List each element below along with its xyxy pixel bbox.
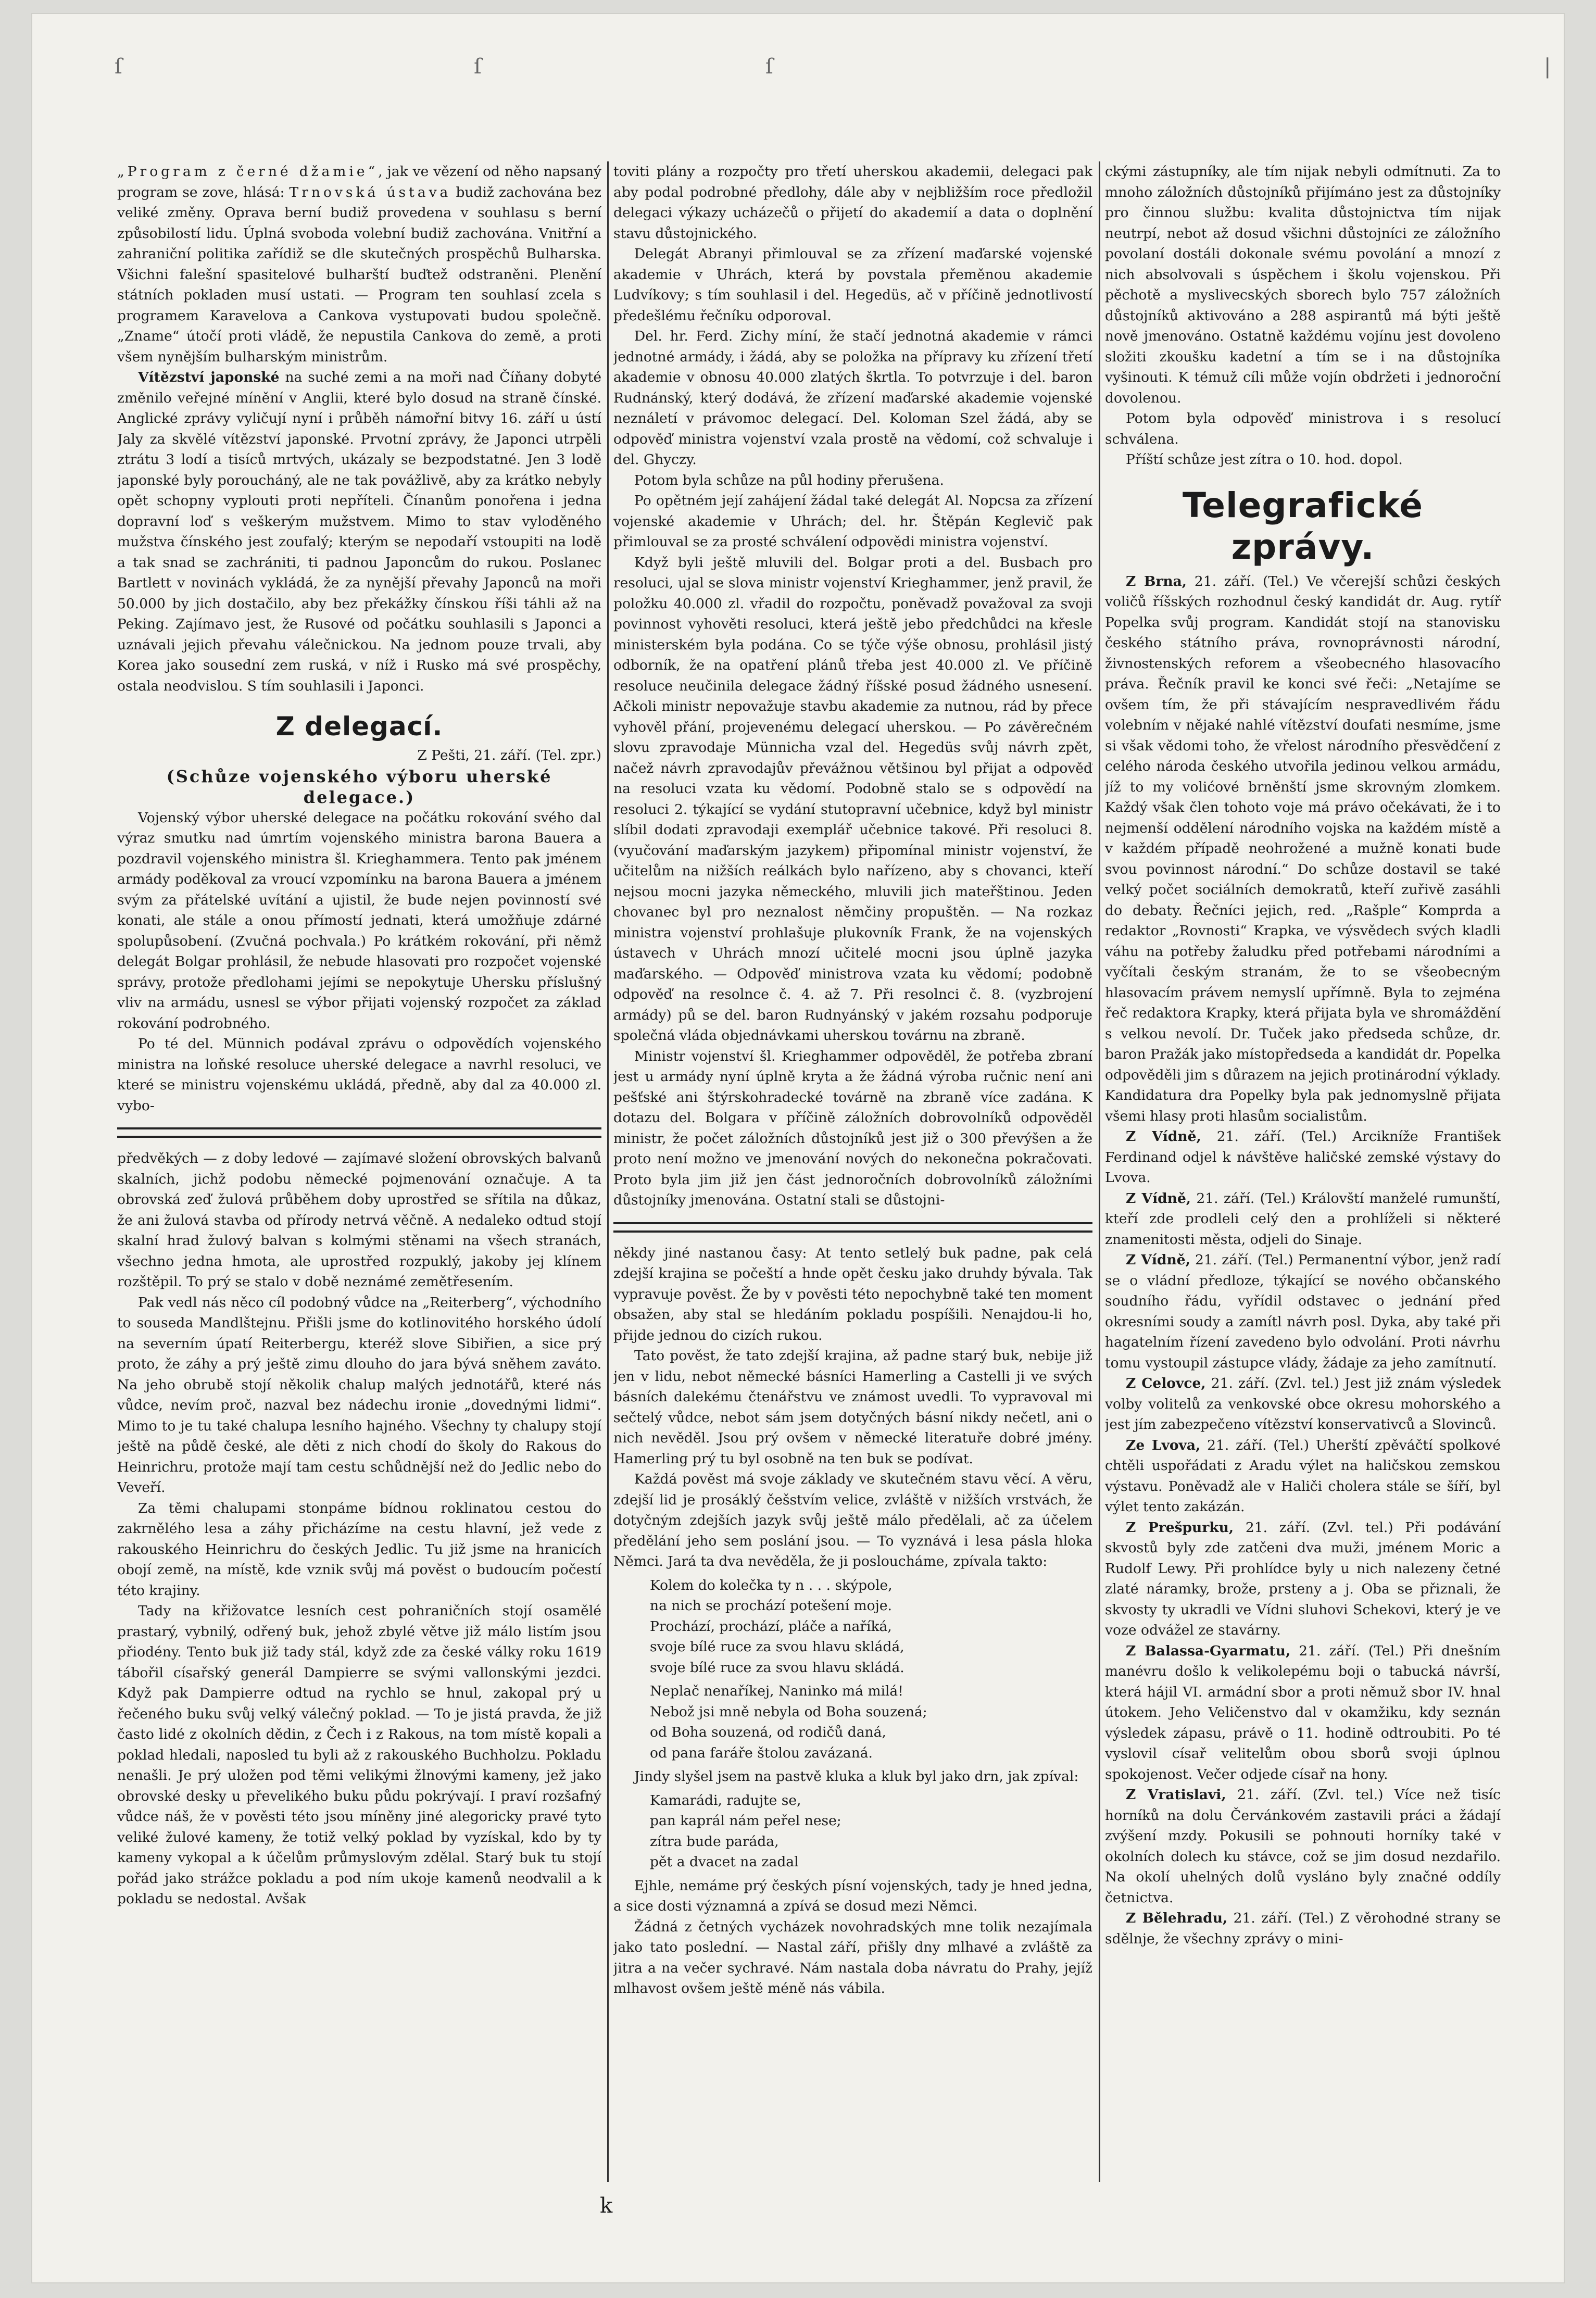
feuilleton-divider	[117, 1127, 601, 1138]
feuilleton-paragraph: Tato pověst, že tato zdejší krajina, až padne starý buk, nebije již jen v lidu, nebot německé básníci Hamerling a Castelli ji ve svých básních dalekému čtenářstvu ve známost uvedli. To vypravoval mi sečtelý vůdce, nebot sám jsem dotyčných básní nikdy nečetl, ani o nich nevěděl. Jsou prý ovšem v německé literatuře dobré jmény. Hamerling prý tu byl osobně na ten buk se podívat.	[613, 1348, 1092, 1467]
paragraph: Delegát Abranyi přimlouval se za zřízení maďarské vojenské akademie v Uhrách, která by povstala přeměnou akademie Ludvíkovy; s tím souhlasil i del. Hegedüs, ač v příčině jednotlivostí předešlému řečníku odporoval.	[613, 246, 1092, 324]
article-bulgarian-program: „Program z černé džamie“, jak ve vězení od něho napsaný program se zove, hlásá: Trnovská ústava budiž zachována bez veliké změny. Oprava berní budiž provedena v souhlasu s berní způsobilostí lidu. Úplná svoboda volební budiž zachována. Vnitřní a zahraniční politika zařídiž se dle skutečných prospěchů Bulharska. Všichni falešní spasitelové bulharští buďtež odstraněni. Plenění státních pokladen musí ustati. — Program ten souhlasí zcela s programem Karavelova a Cankova vystupovati budou společně. „Zname“ útočí proti vládě, že nepustila Cankova do země, a proti všem nynějším bulharským ministrům.	[117, 164, 601, 365]
subheadline: (Schůze vojenského výboru uherské delegace.)	[166, 766, 552, 807]
feuilleton-paragraph: Ejhle, nemáme prý českých písní vojenských, tady je hned jedna, a sice dosti významná a zpívá se dosud mezi Němci.	[613, 1877, 1092, 1914]
telegram-lvov: Ze Lvova, 21. září. (Tel.) Uherští zpěváčtí spolkové chtěli uspořádati z Aradu výlet na haličskou zemskou výstavu. Poněvadž ale v Haliči cholera stále se šíří, byl výlet tento zakázán.	[1105, 1437, 1501, 1515]
article-japanese-victory: Vítězství japonské na suché zemi a na moři nad Číňany dobyté změnilo veřejné mínění v Anglii, které bylo dosud na straně čínské. Anglické zprávy vyličují nyní i průběh námořní bitvy 16. září u ústí Jaly za skvělé vítězství japonské. Prvotní zprávy, že Japonci utrpěli ztrátu 3 lodí a tisíců mrtvých, ukázaly se bezpodstatné. Jen 3 lodě japonské byly poroucháný, ale ne tak povážlivě, aby za krátko nebyly opět schopny vyplouti proti nepříteli. Čínanům ponořena i jedna dopravní loď s veškerým mužstvem. Mimo to stav vyloděného mužstva čínského jest zoufalý; kterým se nepodaří vstoupiti na lodě a tak snad se zachrániti, ti padnou Japoncům do rukou. Poslanec Bartlett v novinách vykládá, že za nynější převahy Japonců na moři 50.000 by jich dostačilo, aby bez překážky čínskou říši táhli až na Peking. Zajímavo jest, že Rusové od počátku souhlasili s Japonci a uznávali jejich převahu válečnickou. Na jednom pouze trvali, aby Korea jako sousední zem ruská, v níž i Rusko má své prospěchy, ostala neodvislou. S tím souhlasili i Japonci.	[117, 369, 601, 694]
telegram-vratislav: Z Vratislavi, 21. září. (Zvl. tel.) Více než tisíc horníků na dolu Červánkovém zastavili práci a žádají zvýšení mzdy. Pokusili se pohnouti horníky také v okolních dolech ku stávce, což se jim dosud nezdařilo. Na okolí uhelných dolů vysláno byly značné oddíly četnictva.	[1105, 1787, 1501, 1906]
feuilleton-paragraph: Za těmi chalupami stonpáme bídnou roklinatou cestou do zakrnělého lesa a záhy přicházíme na cestu hlavní, jež vede z rakouského Heinrichru do českých Jedlic. Tu již jsme na hranicích obojí země, na místě, kde vznik svůj má pověst o budoucím počestí této krajiny.	[117, 1500, 601, 1599]
paragraph: Potom byla schůze na půl hodiny přerušena.	[634, 472, 944, 488]
feuilleton-paragraph: Jindy slyšel jsem na pastvě kluka a kluk byl jako drn, jak zpíval:	[634, 1768, 1079, 1785]
folk-song: Neplač nenaříkej, Naninko má milá! Nebož jsi mně nebyla od Boha souzená; od Boha souzená, od rodičů daná, od pana faráře štolou zavázaná.	[650, 1683, 927, 1761]
newspaper-page	[31, 13, 1565, 2283]
column-1	[117, 161, 601, 2182]
bottom-mark: k	[600, 2194, 613, 2218]
paragraph: Po opětném její zahájení žádal také delegát Al. Nopcsa za zřízení vojenské akademie v Uhrách; del. hr. Štěpán Keglevič pak přimlouval se za prosté schválení odpovědi ministra vojenství.	[613, 493, 1092, 550]
margin-mark: ſ	[765, 55, 773, 79]
telegram-belehrad: Z Bělehradu, 21. září. (Tel.) Z věrohodné strany se sdělnje, že všechny zprávy o mini-	[1105, 1910, 1501, 1947]
paragraph: Příští schůze jest zítra o 10. hod. dopol.	[1126, 451, 1403, 468]
telegram-celovec: Z Celovce, 21. září. (Zvl. tel.) Jest již znám výsledek volby volitelů za venkovské obce okresu mohorského a jest jím zabezpečeno vítězství konservativců a Slovinců.	[1105, 1375, 1501, 1433]
telegram-viden: Z Vídně, 21. září. (Tel.) Arcikníže František Ferdinand odjel k návštěve haličské zemské výstavy do Lvova.	[1105, 1128, 1501, 1186]
feuilleton-paragraph: Pak vedl nás něco cíl podobný vůdce na „Reiterberg“, východního to souseda Mandlštejnu. Přišli jsme do kotlinovitého horského údolí na severním úpatí Reiterbergu, kteréž slove Sibiřien, a sice prý proto, že záhy a prý ještě zimu dlouho do jara bývá sněhem zaváto. Na jeho obrubě stojí několik chalup malých jednotářů, které nás vůdce, nevím proč, nazval bez nádechu ironie „dovednými lidmi“. Mimo to je tu také chalupa lesního hajného. Všechny ty chalupy stojí ještě na půdě české, ale děti z nich chodí do školy do Rakous do Heinrichru, protože mají tam cestu schůdnější než do Jedlic nebo do Veveří.	[117, 1294, 601, 1496]
telegram-viden: Z Vídně, 21. září. (Tel.) Královští manželé rumunští, kteří zde prodleli celý den a prohlíželi si některé znamenitosti města, odjeli do Sinaje.	[1105, 1190, 1501, 1248]
section-title-telegrafy: Telegrafické zprávy.	[1182, 485, 1424, 567]
column-3	[1105, 161, 1501, 2192]
feuilleton-paragraph: Každá pověst má svoje základy ve skutečném stavu věcí. A věru, zdejší lid je prosáklý češstvím velice, zvláště v nižších vrstvách, že dotyčným zdejších jazyk svůj ještě málo předělali, ač za účelem předělání jeho sem poslání jsou. — To vyznává i lesa pásla hloka Němci. Jará ta dva nevěděla, že ji posloucháme, zpívala takto:	[613, 1471, 1092, 1569]
paragraph: ckými zástupníky, ale tím nijak nebyli odmítnuti. Za to mnoho záložních důstojníků přijímáno jest za důstojníky pro činnou službu: kvalita důstojnictva tím nijak neutrpí, nebot až dosud všichni důstojníci ze záložního povolaní dostáli dokonale svému povolání a mnozí z nich absolvovali s úspěchem i školu vojenskou. Při pěchotě a myslivecských sborech bylo 757 záložních důstojníků aktivováno a 288 aspirantů má býti ještě nově jmenováno. Ostatně každému vojínu jest dovoleno složiti zkoušku kadetní a tím se i na důstojníka vyšinouti. K témuž cíli může vojín obdržeti i jednoroční dovolenou.	[1105, 164, 1501, 406]
column-2	[613, 161, 1092, 2192]
paragraph: Když byli ještě mluvili del. Bolgar proti a del. Busbach pro resoluci, ujal se slova ministr vojenství Krieghammer, jenž pravil, že položku 40.000 zl. vřadil do rozpočtu, poněvadž považoval za svoji povinnost vyhověti resoluci, která ještě jebo předchůdci na křesle ministerském byla podána. Co se týče výše obnosu, prohlásil jistý odborník, že na opatření plánů třeba jest 40.000 zl. Ve příčině resoluce neučinila delegace žádný říšské posud žádného usnesení. Ačkoli ministr nepovažuje stavbu akademie za nutnou, rád by přece vyhověl přání, projevenému delegací uherskou. — Po závěrečném slovu zpravodaje Münnicha vzal del. Hegedüs svůj návrh zpět, načež návrh zpravodajův převážnou většinou byl přijat a odpověď na resoluci vzata ku vědomí. Podobně stalo se s odpovědí na resoluci 2. týkající se vydání stutopravní učebnice, když byl ministr slíbil dodati zpravodaji exemplář učebnice takové. Při resoluci 8. (vyučování maďarským jazykem) připomínal ministr vojenství, že učitelům na nižších reálkách bylo nařízeno, aby s chovanci, kteří nejsou mocni jazyka německého, mluvili jich mateřštinou. Jeden chovanec byl pro neznalost němčiny propuštěn. — Na rozkaz ministra vojenství prohlašuje plukovník Frank, že na vojenských ústavech v Uhrách mnozí učitelé mocni jsou úplně jazyka maďarského. — Odpověď ministrova vzata ku vědomí; podobně odpověď na resolnce č. 4. až 7. Při resolnci č. 8. (vyzbrojení armády) pů se del. baron Rudnyánský v jakém rozsahu podporuje společná vláda objednávkami uherskou továrnu na zbraně.	[613, 554, 1092, 1044]
feuilleton-paragraph: Žádná z četných vycházek novohradských mne tolik nezajímala jako tato poslední. — Nastal září, přišly dny mlhavé a zvláště za jitra a na večer sychravé. Nám nastala doba návratu do Prahy, jejíž mlhavost ovšem ještě méně nás vábila.	[613, 1918, 1092, 1996]
telegram-balassa-gyarmat: Z Balassa-Gyarmatu, 21. září. (Tel.) Při dnešním manévru došlo k velikolepému boji o tabucká návrší, která hájil VI. armádní sbor a proti němuž sbor IV. hnal útokem. Jeho Veličenstvo dal v okamžiku, kdy seznán výsledek zápasu, právě o 11. hodině odtroubiti. Po té vyslovil císař velitelům obou sborů svoji úplnou spokojenost. Večer odjede císař na hony.	[1105, 1642, 1501, 1782]
column-rule	[1099, 161, 1100, 2182]
telegram-viden: Z Vídně, 21. září. (Tel.) Permanentní výbor, jenž radí se o vládní předloze, týkající se nového občanského soudního řádu, vyřídil odstavec o jednání před okresními soudy a zamítl návrh posl. Dyka, aby také při hagatelním řízení zavedeno bylo odvolání. Proti návrhu tomu vystoupil zástupce vlády, žádaje za jeho zamítnutí.	[1105, 1252, 1501, 1371]
dateline: Z Pešti, 21. září. (Tel. zpr.)	[417, 747, 601, 763]
paragraph: Po té del. Münnich podával zprávu o odpovědích vojenského ministra na loňské resoluce uherské delegace a navrhl resoluci, ve které se ministru vojenskému ukládá, předně, aby dal za 40.000 zl. vybo-	[117, 1036, 601, 1114]
margin-mark: |	[1544, 55, 1551, 79]
section-title-delegace: Z delegací.	[275, 711, 443, 742]
paragraph: toviti plány a rozpočty pro třetí uherskou akademii, delegaci pak aby podal podrobné předlohy, dále aby v nejbližším roce předložil delegaci výkazy ucházečů o přijetí do akademií a data o doplnění stavu důstojnického.	[613, 164, 1092, 242]
feuilleton-paragraph: někdy jiné nastanou časy: At tento setlelý buk padne, pak celá zdejší krajina se počeští a hnde opět česku jako druhdy bývala. Tak vypravuje pověst. Že by v pověsti této nepochybně také ten moment obsažen, aby stal se hledáním pokladu pospíšili. Nenajdou-li ho, přijde jednou do cizích rukou.	[613, 1245, 1092, 1343]
column-rule	[607, 161, 609, 2182]
soldier-song: Kamarádi, radujte se, pan kaprál nám peřel nese; zítra bude paráda, pět a dvacet na zadal	[650, 1792, 841, 1870]
paragraph: Vojenský výbor uherské delegace na počátku rokování svého dal výraz smutku nad úmrtím vojenského ministra barona Bauera a pozdravil vojenského ministra šl. Krieghammera. Tento pak jménem armády poděkoval za vroucí vzpomínku na barona Bauera a jménem svým za přátelské uvítání a ujistil, že bude nejen povinností své konati, ale stále a onou přímostí jednati, která umožňuje zdárné spolupůsobení. (Zvučná pochvala.) Po krátkém rokování, při němž delegát Bolgar prohlásil, že nebude hlasovati pro rozpočet vojenské správy, protože předlohami jejími se nepokytuje Uhersku příslušný vliv na armádu, usnesl se výbor přijati vojenský rozpočet za základ rokování podrobného.	[117, 809, 601, 1032]
paragraph: Del. hr. Ferd. Zichy míní, že stačí jednotná akademie v rámci jednotné armády, i žádá, aby se položka na přípravy ku zřízení třetí akademie v obnosu 40.000 zlatých škrtla. To potvrzuje i del. baron Rudnánský, který dodává, že zřízení maďarské akademie vojenské neználetí v právomoc delegací. Del. Koloman Szel žádá, aby se odpověď ministra vojenství vzala prostě na vědomí, což schvaluje i del. Ghyczy.	[613, 328, 1092, 468]
feuilleton-divider	[613, 1222, 1092, 1233]
telegram-brno: Z Brna, 21. září. (Tel.) Ve včerejší schůzi českých voličů říšských rozhodnul český kandidát dr. Aug. rytíř Popelka svůj program. Kandidát stojí na stanovisku českého státního práva, rovnoprávnosti národní, živnostenských reforem a všeobecného hlasovacího práva. Řečník pravil ke konci své řeči: „Netajíme se ovšem tím, že při stávajícím nespravedlivém řádu volebním v nějaké nahlé vítězství doufati nesmíme, jsme si však vědomi toho, že vřelost národního přesvědčení z celého národa českého utvořila jedinou velkou armádu, jíž to my volićové brněnští jsme skrovným zlomkem. Každý však člen tohoto voje má právo očekávati, že i to nejmenší oddělení národního vojska na každém místě a v každém případě neohrožené a mužně konati bude svou povinnost národní.“ Do schůze dostavil se také velký počet sociálních demokratů, kteří zuřivě zasáhli do debaty. Řečníci jejich, red. „Rašple“ Komprda a redaktor „Rovnosti“ Krapka, ve výsvědech svých kladli váhu na potřeby žaludku před potřebami národními a vyčítali českým stranám, že to se všeobecným hlasovacím právem nemyslí upřímně. Byla to zejména řeč redaktora Krapky, která přijata byla ve shromáždění s velkou nevolí. Dr. Tuček jako předseda schůze, dr. baron Pražák jako místopředseda a kandidát dr. Popelka odpověděli jim s důrazem na jejich protinárodní výklady. Kandidatura dra Popelky byla pak jednomyslně přijata všemi hlasy proti hlasům socialistům.	[1105, 573, 1501, 1124]
feuilleton-paragraph: předvěkých — z doby ledové — zajímavé složení obrovských balvanů skalních, jichž podobu německé pojmenování označuje. A ta obrovská zeď žulová průběhem doby uprostřed se sřítila na důkaz, že ani žulová stavba od přírody netrvá věčně. A nedaleko odtud stojí skalní hrad žulový balvan s kolmými stěnami na všech stranách, všechno jedna hmota, ale uprostřed rozpuklý, jakoby jej klínem rozštěpil. To prý se stalo v době neznámé zemětřesením.	[117, 1150, 601, 1290]
folk-song: Kolem do kolečka ty n . . . skýpole, na nich se prochází potešení moje. Prochází, prochází, pláče a naříká, svoje bílé ruce za svou hlavu skládá, svoje bílé ruce za svou hlavu skládá.	[650, 1577, 904, 1676]
paragraph: Potom byla odpověď ministrova i s resolucí schválena.	[1105, 410, 1501, 447]
paragraph: Ministr vojenství šl. Krieghammer odpověděl, že potřeba zbraní jest u armády nyní úplně kryta a že žádná výroba ručnic není ani pešťské ani štýrskohradecké továrně na zbraně více zadána. K dotazu del. Bolgara v příčině záložních dobrovolníků odpověděl ministr, že počet záložních důstojníků jest již o 300 převýšen a že proto není možno ve jmenování nových do nekonečna pokračovati. Proto byla jim již jen část jednoročních dobrovolníků záložními důstojníky jmenována. Ostatní stali se důstojni-	[613, 1048, 1092, 1208]
feuilleton-paragraph: Tady na křižovatce lesních cest pohraničních stojí osamělé prastarý, vybnilý, odřený buk, jehož zbylé větve již málo listím jsou přiodény. Tento buk již tady stál, když zde za české války roku 1619 tábořil císařský generál Dampierre se svými vallonskými jezdci. Když pak Dampierre odtud na rychlo se hnul, zakopal prý u řečeného buku svůj velký válečný poklad. — To je jistá pravda, že již často lidé z okolních dědin, z Čech i z Rakous, na tom místě kopali a poklad hledali, naposled tu byli až z rakouského Buchholzu. Pokladu nenašli. Je prý uložen pod těmi velikými žlnovými kameny, jež jako obrovské desky u převelikého buku půdu pokrývají. I praví rozšafný vůdce náš, že v pověsti této jsou míněny jiné alegoricky pravé tyto veliké žulové kameny, že totiž velký poklad by vyzískal, kdo by ty kameny vykopal a k účelům průmyslovým zdělal. Starý buk tu stojí pořád jako strážce pokladu a pod ním ukoje kamenů neodvalil a k pokladu se nedostal. Avšak	[117, 1603, 601, 1907]
margin-mark: ſ	[115, 55, 122, 79]
margin-mark: ſ	[474, 55, 482, 79]
telegram-presporok: Z Prešpurku, 21. září. (Zvl. tel.) Při podávání skvostů byly zde zatčeni dva muži, jménem Moric a Rudolf Lewy. Při prohlídce byly u nich nalezeny četné zlaté náramky, brože, prsteny a j. Oba se přiznali, že skvosty ty ukradli ve Vídni sluhovi Schekovi, který je ve voze odvážel ze stavárny.	[1105, 1519, 1501, 1638]
